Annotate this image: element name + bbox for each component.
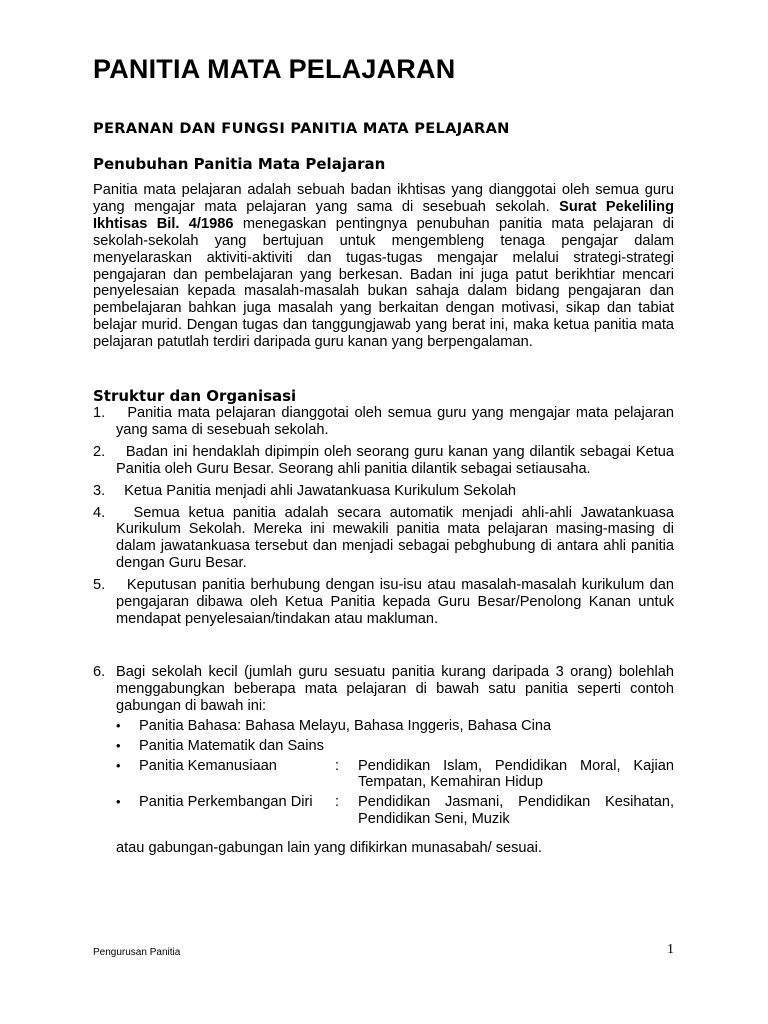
item-number: 2. (93, 443, 106, 460)
paragraph-text: Panitia mata pelajaran adalah sebuah badan ikhtisas yang dianggotai oleh semua guru yang mengajar mata pelajaran yang sama di sesebuah sekolah. (93, 182, 674, 215)
document-page (93, 0, 674, 1024)
section-heading-penubuhan: Penubuhan Panitia Mata Pelajaran (93, 155, 386, 173)
bullet-item (116, 738, 674, 755)
paragraph-penubuhan (93, 182, 674, 351)
item-number: 5. (93, 577, 106, 594)
bullet-list (116, 718, 674, 828)
bullet-text: Panitia Bahasa: Bahasa Melayu, Bahasa Inggeris, Bahasa Cina (139, 717, 552, 734)
item-number: 1. (93, 405, 106, 421)
list-item (93, 664, 674, 857)
document-title: PANITIA MATA PELAJARAN (93, 54, 456, 84)
list-item (93, 405, 674, 439)
panel-subjects: Pendidikan Islam, Pendidikan Moral, Kajian Tempatan, Kemahiran Hidup (358, 757, 674, 791)
row-colon: : (335, 757, 340, 774)
circular-reference: Surat Pekeliling Ikhtisas Bil. 4/1986 (93, 198, 674, 232)
item-text: Keputusan panitia berhubung dengan isu-isu atau masalah-masalah kurikulum dan pengajaran dibawa oleh Ketua Panitia kepada Guru Besar/Penolong Kanan untuk mendapat penyelesaian/tindakan atau makluman. (116, 577, 675, 627)
bullet-text: Panitia Matematik dan Sains (139, 737, 324, 754)
bullet-glyph: • (116, 757, 121, 773)
bullet-item (116, 718, 674, 735)
numbered-list (93, 405, 674, 633)
footer-label: Pengurusan Panitia (93, 947, 181, 958)
panel-name: Panitia Kemanusiaan (139, 757, 277, 774)
numbered-list-continued (93, 664, 674, 857)
bullet-glyph: • (116, 737, 121, 753)
item-text: Semua ketua panitia adalah secara automatik menjadi ahli-ahli Jawatankuasa Kurikulum Sekolah. Mereka ini mewakili panitia mata pelajaran masing-masing di dalam jawatankuasa tersebut dan menjadi sebagai pebghubung di antara ahli panitia dengan Guru Besar. (116, 504, 675, 572)
bullet-item (116, 794, 674, 828)
item-number: 4. (93, 504, 106, 521)
paragraph-text: menegaskan pentingnya penubuhan panitia mata pelajaran di sekolah-sekolah yang bertujuan untuk mengembleng tenaga pengajar dalam menyelaraskan aktiviti-aktiviti dan tugas-tugas mengajar melalui strategi-strategi pengajaran dan pembelajaran yang berkesan. Badan ini juga patut berikhtiar mencari penyelesaian kepada masalah-masalah bukan sahaja dalam bidang pengajaran dan pembelajaran bahkan juga masalah yang berkaitan dengan motivasi, sikap dan tabiat belajar murid. Dengan tugas dan tanggungjawab yang berat ini, maka ketua panitia mata pelajaran patutlah terdiri daripada guru kanan yang berpengalaman. (93, 215, 674, 351)
bullet-row (139, 794, 674, 828)
bullet-glyph: • (116, 717, 121, 733)
section-heading-struktur: Struktur dan Organisasi (93, 387, 297, 405)
list-item (93, 483, 674, 500)
list-item (93, 505, 674, 573)
document-subtitle: PERANAN DAN FUNGSI PANITIA MATA PELAJARAN (93, 120, 510, 137)
bullet-row (139, 758, 674, 792)
item-text: Badan ini hendaklah dipimpin oleh seorang guru kanan yang dilantik sebagai Ketua Panitia oleh Guru Besar. Seorang ahli panitia dilantik sebagai setiausaha. (116, 443, 674, 477)
page-number: 1 (667, 942, 674, 957)
item-number: 6. (93, 664, 106, 680)
bullet-glyph: • (116, 794, 121, 810)
list-item (93, 444, 674, 478)
item-text: Panitia mata pelajaran dianggotai oleh semua guru yang mengajar mata pelajaran yang sama di sesebuah sekolah. (116, 405, 674, 438)
list-item (93, 577, 674, 628)
row-colon: : (335, 794, 340, 811)
panel-subjects: Pendidikan Jasmani, Pendidikan Kesihatan, Pendidikan Seni, Muzik (358, 794, 674, 828)
closing-text: atau gabungan-gabungan lain yang difikirkan munasabah/ sesuai. (116, 840, 542, 857)
panel-name: Panitia Perkembangan Diri (139, 794, 313, 811)
item-text: Ketua Panitia menjadi ahli Jawatankuasa Kurikulum Sekolah (124, 482, 516, 499)
bullet-item (116, 758, 674, 792)
item-text: Bagi sekolah kecil (jumlah guru sesuatu panitia kurang daripada 3 orang) bolehlah menggabungkan beberapa mata pelajaran di bawah satu panitia seperti contoh gabungan di bawah ini: (116, 664, 674, 714)
item-number: 3. (93, 482, 106, 499)
